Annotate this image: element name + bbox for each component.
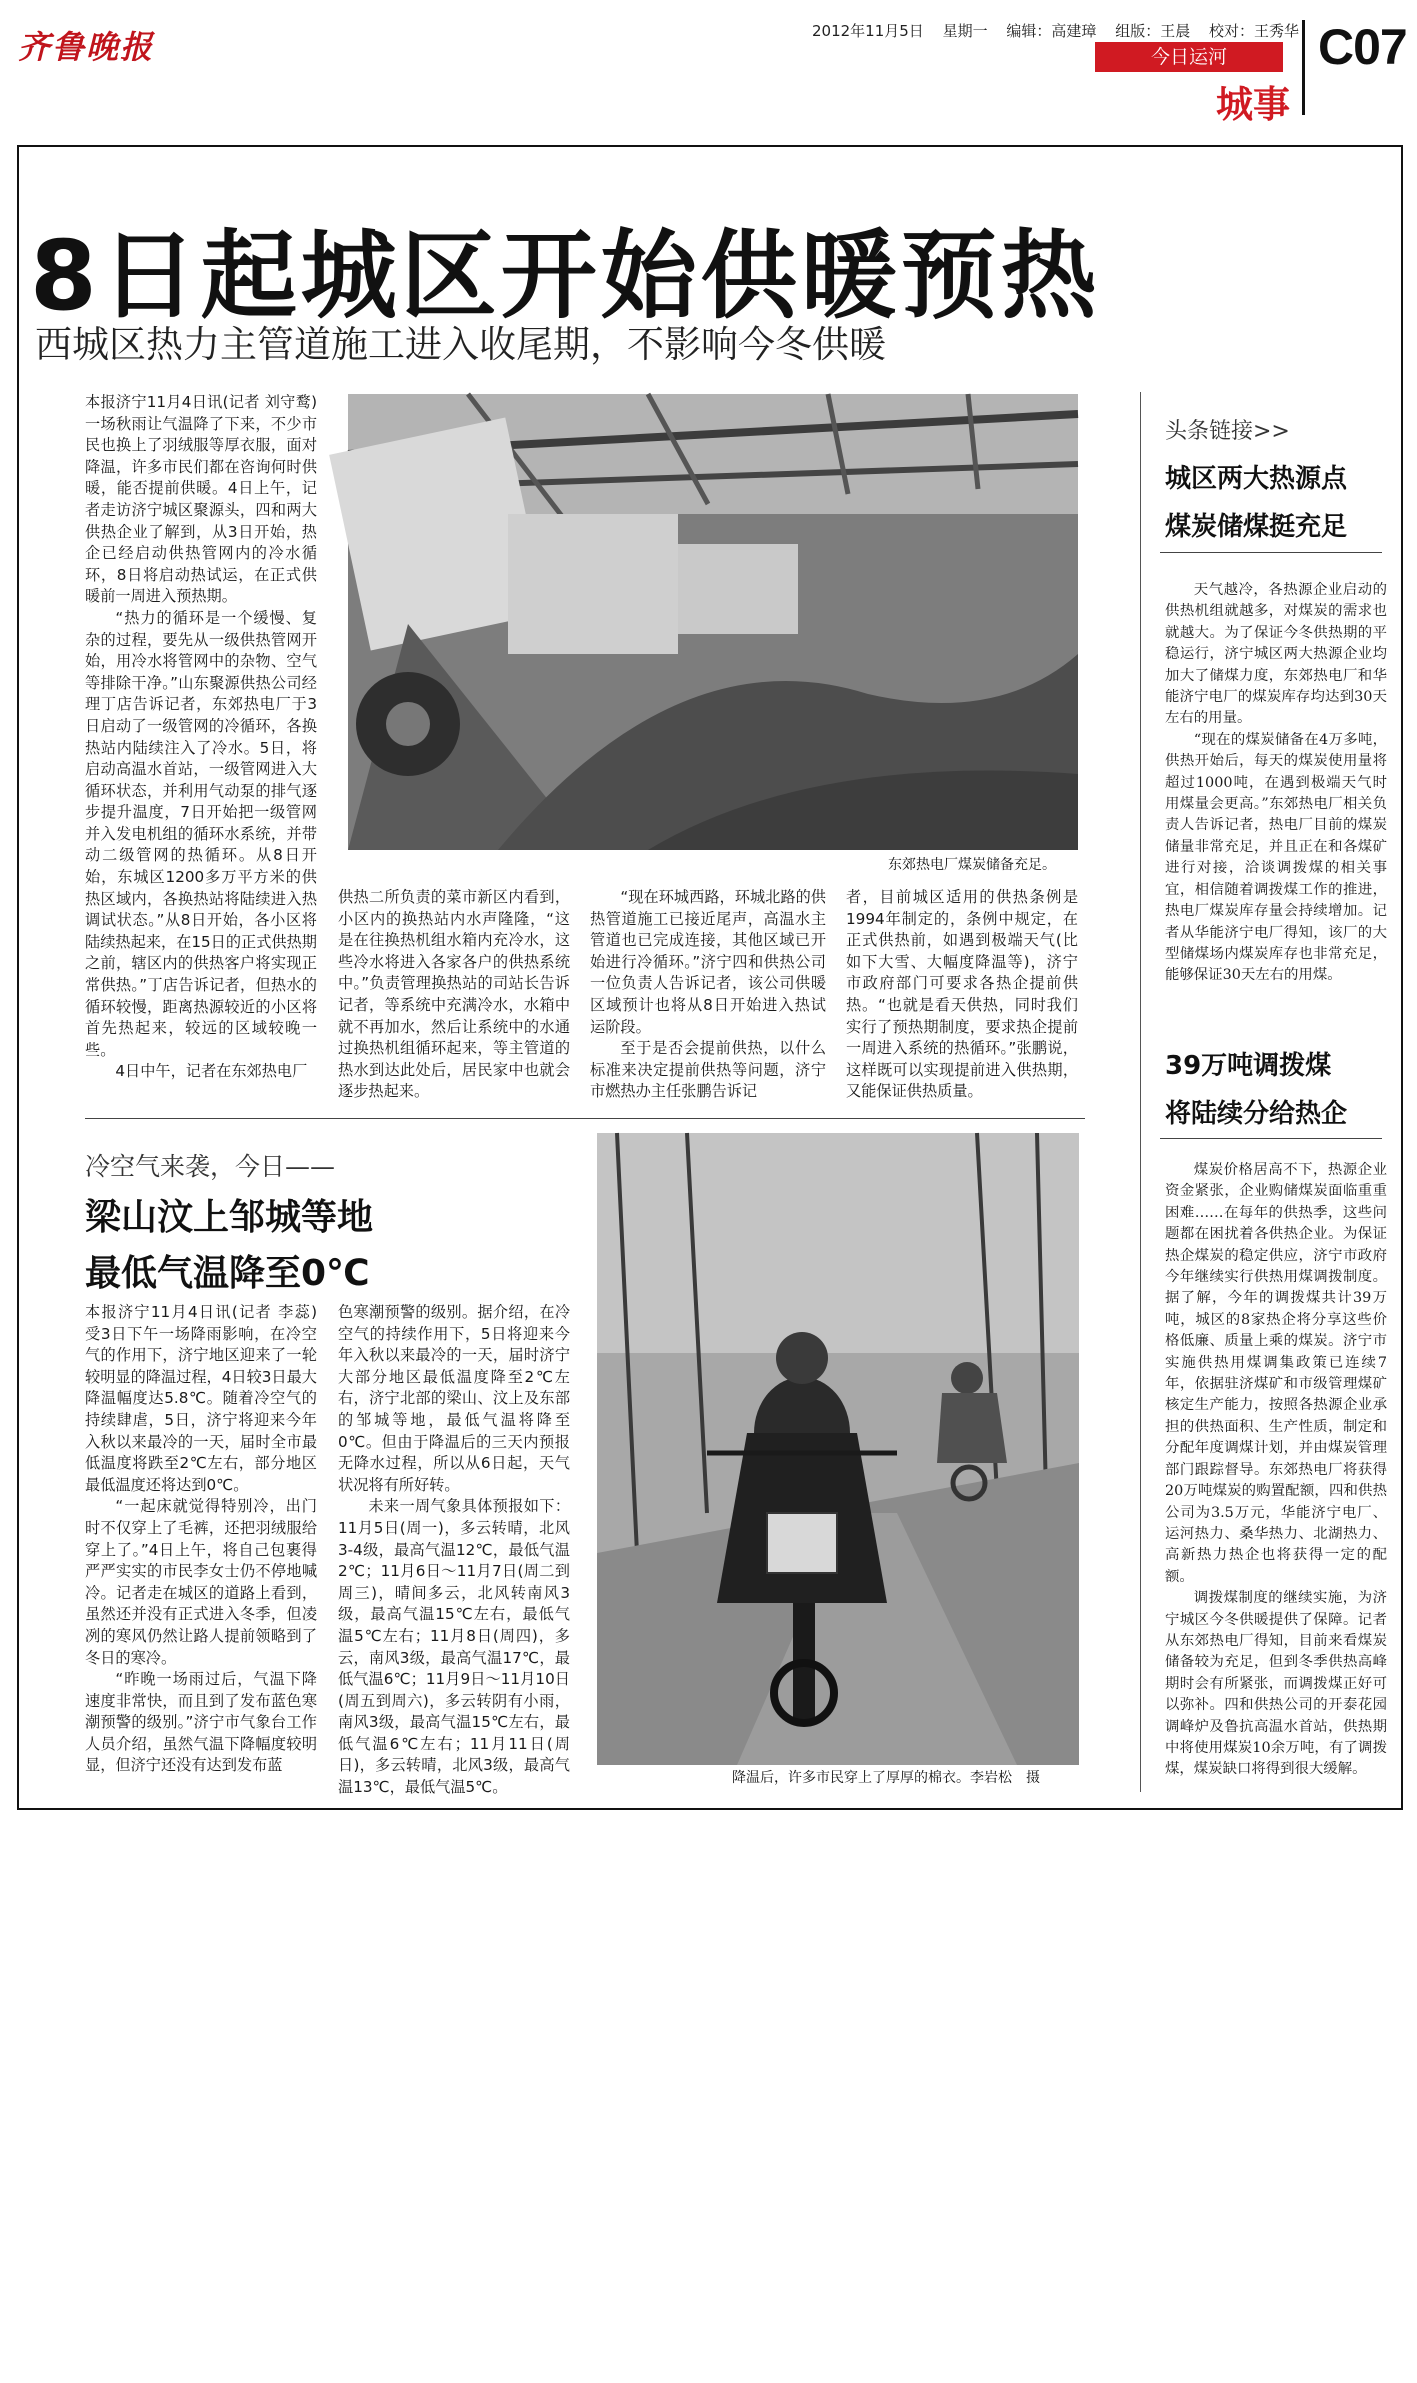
lead-col1-para-3: 4日中午，记者在东郊热电厂 <box>115 1062 308 1081</box>
lead-col3-para-1: “现在环城西路，环城北路的供热管道施工已接近尾声，高温水主管道也已完成连接，其他区域已开始进行冷循环。”济宁四和供热公司一位负责人告诉记者，该公司供暖区域预计也将从8日开始进入热试运阶段。 <box>590 888 826 1036</box>
sidebar-title2-line-1: 39万吨调拨煤 <box>1165 1051 1332 1081</box>
lead-col3-para-2: 至于是否会提前供热，以什么标准来决定提前供热等问题，济宁市燃热办主任张鹏告诉记 <box>590 1039 826 1101</box>
header-divider <box>1302 20 1305 115</box>
coal-yard-photo <box>348 394 1078 850</box>
lead-headline: 8日起城区开始供暖预热 <box>30 220 1101 332</box>
issue-date: 2012年11月5日 <box>812 22 924 40</box>
lead-column-3 <box>590 887 826 1102</box>
weather-kicker: 冷空气来袭，今日—— <box>85 1152 336 1181</box>
weather-headline-line-1: 梁山汶上邹城等地 <box>85 1197 374 1238</box>
section-title: 城事 <box>1216 83 1290 126</box>
weather-column-1 <box>85 1302 333 1802</box>
sidebar2-para-2: 调拨煤制度的继续实施，为济宁城区今冬供暖提供了保障。记者从东郊热电厂得知，目前来看煤炭储备较为充足，但到冬季供热高峰期时会有所紧张，而调拨煤正好可以弥补。四和供热公司的开泰花园调峰炉及鲁抗高温水首站，供热期中将使用煤炭10余万吨，有了调拨煤，煤炭缺口将得到很大缓解。 <box>1165 1590 1387 1778</box>
weather-headline-line-2: 最低气温降至0℃ <box>85 1253 370 1294</box>
page-number: C07 <box>1318 19 1407 75</box>
sidebar-body-2 <box>1165 1160 1387 1800</box>
cyclist-photo <box>597 1133 1079 1765</box>
sidebar-para-1: 天气越冷，各热源企业启动的供热机组就越多，对煤炭的需求也就越大。为了保证今冬供热期的平稳运行，济宁城区两大热源企业均加大了储煤力度，东郊热电厂和华能济宁电厂的煤炭库存均达到30天左右的用量。 <box>1165 582 1387 727</box>
cyclist-caption: 降温后，许多市民穿上了厚厚的棉衣。李岩松 摄 <box>732 1770 1040 1786</box>
lead-subheadline: 西城区热力主管道施工进入收尾期，不影响今冬供暖 <box>35 323 886 366</box>
editor-credit: 编辑：高建璋 <box>1006 22 1097 40</box>
newspaper-logo: 齐鲁晚报 <box>18 28 155 66</box>
weather-col1-para-2: “一起床就觉得特别冷，出门时不仅穿上了毛裤，还把羽绒服给穿上了。”4日上午，将自己包裹得严严实实的市民李女士仍不停地喊冷。记者走在城区的道路上看到，虽然还并没有正式进入冬季，但凌冽的寒风仍然让路人提前领略到了冬日的寒冷。 <box>85 1497 317 1667</box>
lead-column-4 <box>846 887 1078 1102</box>
weather-col1-para-3: “昨晚一场雨过后，气温下降速度非常快，而且到了发布蓝色寒潮预警的级别。”济宁市气象台工作人员介绍，虽然气温下降幅度较明显，但济宁还没有达到发布蓝 <box>85 1670 317 1775</box>
sidebar-rule <box>1160 552 1382 553</box>
sidebar2-para-1: 煤炭价格居高不下，热源企业资金紧张，企业购储煤炭面临重重困难……在每年的供热季，这些问题都在困扰着各供热企业。为保证热企煤炭的稳定供应，济宁市政府今年继续实行供热用煤调拨制度。据了解，今年的调拨煤共计39万吨，城区的8家热企将分享这些价格低廉、质量上乘的煤炭。济宁市实施供热用煤调集政策已连续7年，依据驻济煤矿和市级管理煤矿核定生产能力，按照各热源企业承担的供热面积、生产性质，制定和分配年度调煤计划，并由煤炭管理部门跟踪督导。东郊热电厂将获得20万吨煤炭的购置配额，四和供热公司为3.5万元，华能济宁电厂、运河热力、桑华热力、北湖热力、高新热力热企也将获得一定的配额。 <box>1165 1162 1387 1585</box>
sidebar-title-line-2: 煤炭储煤挺充足 <box>1165 512 1348 542</box>
sidebar-title2-line-2: 将陆续分给热企 <box>1165 1099 1348 1129</box>
cyclist-image <box>597 1133 1079 1765</box>
weather-headline <box>85 1190 555 1302</box>
section-banner: 今日运河 <box>1095 42 1283 72</box>
issue-meta <box>812 20 1299 41</box>
sidebar-kicker: 头条链接>> <box>1165 419 1290 444</box>
sidebar-para-2: “现在的煤炭储备在4万多吨，供热开始后，每天的煤炭使用量将超过1000吨，在遇到极端天气时用煤量会更高。”东郊热电厂相关负责人告诉记者，热电厂目前的煤炭储量非常充足，并且正在和各煤矿进行对接，洽谈调拨煤的相关事宜，相信随着调拨煤工作的推进，热电厂煤炭库存量会持续增加。记者从华能济宁电厂得知，该厂的大型储煤场内煤炭库存也非常充足，能够保证30天左右的用煤。 <box>1165 731 1387 984</box>
lead-column-1 <box>85 392 333 1092</box>
sidebar-title-line-1: 城区两大热源点 <box>1165 464 1348 494</box>
story-divider <box>85 1118 1085 1119</box>
issue-weekday: 星期一 <box>942 22 988 40</box>
weather-col2-para-1: 色寒潮预警的级别。据介绍，在冷空气的持续作用下，5日将迎来今年入秋以来最冷的一天，届时济宁大部分地区最低温度降至2℃左右，济宁北部的梁山、汶上及东部的邹城等地，最低气温将降至0℃。但由于降温后的三天内预报无降水过程，所以从6日起，天气状况将有所好转。 <box>338 1303 570 1494</box>
coal-yard-caption: 东郊热电厂煤炭储备充足。 <box>888 857 1056 873</box>
weather-column-2 <box>338 1302 570 1802</box>
lead-column-2 <box>338 887 570 1102</box>
weather-col2-para-2: 未来一周气象具体预报如下：11月5日(周一)，多云转晴，北风3-4级，最高气温12℃，最低气温2℃；11月6日～11月7日(周二到周三)，晴间多云，北风转南风3级，最高气温15℃左右，最低气温5℃左右；11月8日(周四)，多云，南风3级，最高气温17℃，最低气温6℃；11月9日～11月10日(周五到周六)，多云转阴有小雨，南风3级，最高气温15℃左右，最低气温6℃左右；11月11日(周日)，多云转晴，北风3级，最高气温13℃，最低气温5℃。 <box>338 1497 570 1797</box>
sidebar-divider <box>1140 392 1141 1792</box>
sidebar-rule-2 <box>1160 1138 1382 1139</box>
sidebar-title <box>1165 455 1375 551</box>
lead-col1-para-2: “热力的循环是一个缓慢、复杂的过程，要先从一级供热管网开始，用冷水将管网中的杂物、空气等排除干净。”山东聚源供热公司经理丁店告诉记者，东郊热电厂于3日启动了一级管网的冷循环，各换热站内陆续注入了冷水。5日，将启动高温水首站，一级管网进入大循环状态，并利用气动泵的排气逐步提升温度，7日开始把一级管网并入发电机组的循环水系统，并带动二级管网的热循环。从8日开始，东城区1200多万平方米的供热区域内，各换热站将陆续进入热调试状态。”从8日开始，各小区将陆续热起来，在15日的正式供热期之前，辖区内的供热客户将实现正常供热。”丁店告诉记者，但热水的循环较慢，距离热源较近的小区将首先热起来，较远的区域较晚一些。 <box>85 608 317 1059</box>
lead-col1-para-1: 本报济宁11月4日讯(记者 刘守鹜) 一场秋雨让气温降了下来，不少市民也换上了羽绒服等厚衣服，面对降温，许多市民们都在咨询何时供暖，能否提前供暖。4日上午，记者走访济宁城区聚源头，四和两大供热企业了解到，从3日开始，热企已经启动供热管网内的冷水循环，8日将启动热试运，在正式供暖前一周进入预热期。 <box>85 393 333 606</box>
sidebar-body <box>1165 580 1387 1020</box>
weather-col1-para-1: 本报济宁11月4日讯(记者 李蕊) 受3日下午一场降雨影响，在冷空气的作用下，济宁地区迎来了一轮较明显的降温过程，4日较3日最大降温幅度达5.8℃。随着冷空气的持续肆虐，5日，济宁将迎来今年入秋以来最冷的一天，届时全市最低温度将跌至2℃左右，部分地区最低温度还将达到0℃。 <box>85 1303 333 1494</box>
layout-credit: 组版：王晨 <box>1115 22 1191 40</box>
coal-yard-image <box>348 394 1078 850</box>
proof-credit: 校对：王秀华 <box>1208 22 1299 40</box>
sidebar-title-2 <box>1165 1042 1375 1138</box>
lead-col2-para-1: 供热二所负责的菜市新区内看到，小区内的换热站内水声隆隆，“这是在往换热机组水箱内充冷水，这些冷水将进入各家各户的供热系统中。”负责管理换热站的司站长告诉记者，等系统中充满冷水，水箱中就不再加水，然后让系统中的水通过换热机组循环起来，等主管道的热水到达此处后，居民家中也就会逐步热起来。 <box>338 888 570 1101</box>
lead-col4-para-1: 者，目前城区适用的供热条例是1994年制定的，条例中规定，在正式供热前，如遇到极端天气(比如下大雪、大幅度降温等)，济宁市政府部门可要求各热企提前供热。“也就是看天供热，同时我们实行了预热期制度，要求热企提前一周进入系统的热循环。”张鹏说，这样既可以实现提前进入供热期，又能保证供热质量。 <box>846 888 1078 1101</box>
